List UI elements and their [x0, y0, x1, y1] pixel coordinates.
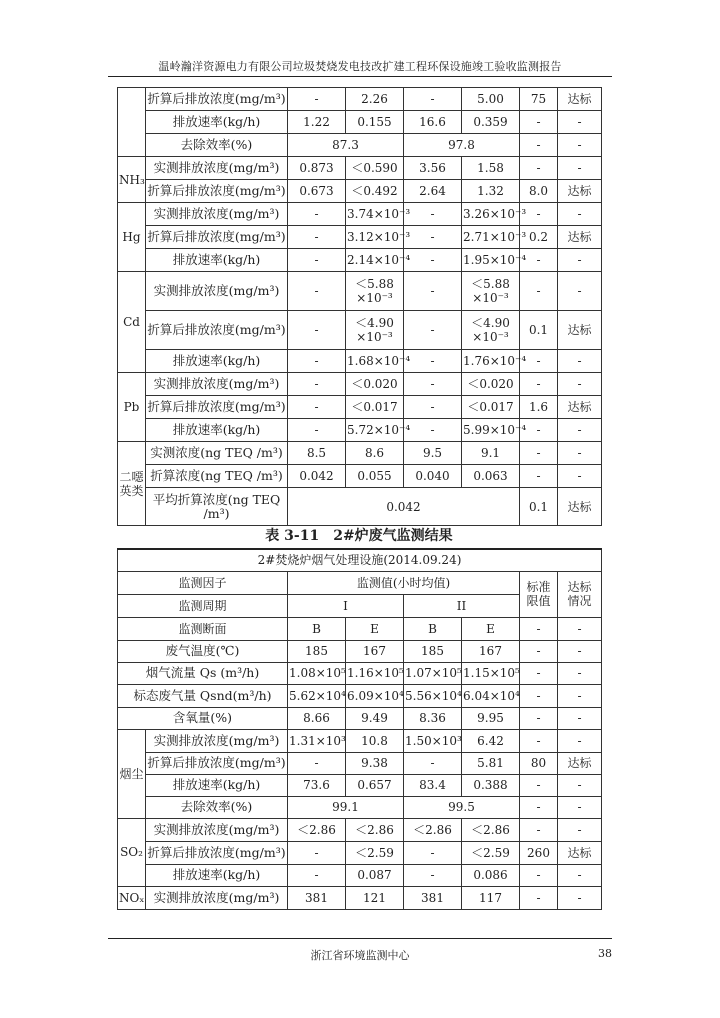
cell-value: 0.087 [346, 864, 404, 886]
cell-value: 16.6 [404, 111, 462, 134]
table-row [118, 752, 602, 774]
section-label: E [462, 617, 520, 640]
cell-std: - [520, 419, 558, 442]
row-item: 实测排放浓度(mg/m³) [146, 157, 288, 180]
cell-std: 0.1 [520, 311, 558, 350]
table-row [118, 180, 602, 203]
cell-std: - [520, 617, 558, 640]
cell-std: - [520, 442, 558, 465]
cell-value: ＜2.86 [462, 818, 520, 841]
cell-value: 0.657 [346, 774, 404, 796]
cell-value: ＜2.59 [346, 841, 404, 864]
facility-title: 2#焚烧炉烟气处理设施(2014.09.24) [118, 549, 602, 571]
category-so2: SO₂ [118, 818, 146, 886]
table-row [118, 396, 602, 419]
table-row [118, 886, 602, 909]
cell-value: 167 [462, 640, 520, 662]
cell-value: 5.99×10⁻⁴ [462, 419, 520, 442]
table-row [118, 249, 602, 272]
cell-std: - [520, 864, 558, 886]
cell-value-line: ＜4.90 [355, 316, 394, 330]
cell-value: ＜0.020 [462, 373, 520, 396]
cell-value: 185 [288, 640, 346, 662]
cell-value: 73.6 [288, 774, 346, 796]
cell-value-line: ＜5.88 [355, 277, 394, 291]
row-item: 排放速率(kg/h) [146, 419, 288, 442]
cell-value: 3.26×10⁻³ [462, 203, 520, 226]
cell-result: 达标 [558, 88, 602, 111]
row-item: 折算浓度(ng TEQ /m³) [146, 465, 288, 488]
row-item: 实测排放浓度(mg/m³) [146, 203, 288, 226]
cell-value: - [288, 226, 346, 249]
cell-value-line: ×10⁻³ [472, 330, 509, 344]
cell-value: 1.16×10⁵ [346, 662, 404, 684]
table-row [118, 350, 602, 373]
row-item: 折算后排放浓度(mg/m³) [146, 311, 288, 350]
table-row [118, 88, 602, 111]
cell-value: 185 [404, 640, 462, 662]
cell-std: 260 [520, 841, 558, 864]
cell-result: - [558, 640, 602, 662]
header-section: 监测断面 [118, 617, 288, 640]
cell-std: 8.0 [520, 180, 558, 203]
cell-result: - [558, 684, 602, 707]
cell-value: 6.04×10⁴ [462, 684, 520, 707]
row-item: 实测排放浓度(mg/m³) [146, 373, 288, 396]
header-period: 监测周期 [118, 594, 288, 617]
cell-result: 达标 [558, 311, 602, 350]
cell-result: - [558, 442, 602, 465]
table-row [118, 818, 602, 841]
cell-value: ＜0.020 [346, 373, 404, 396]
cell-value: 8.36 [404, 707, 462, 729]
category-nox: NOₓ [118, 886, 146, 909]
cell-value: - [404, 419, 462, 442]
cell-value: 5.00 [462, 88, 520, 111]
category-hg: Hg [118, 203, 146, 272]
cell-result: 达标 [558, 226, 602, 249]
row-item: 排放速率(kg/h) [146, 774, 288, 796]
cell-value: 2.71×10⁻³ [462, 226, 520, 249]
cell-value: 9.5 [404, 442, 462, 465]
period-ii: II [404, 594, 520, 617]
cell-value: ＜0.590 [346, 157, 404, 180]
cell-value: 167 [346, 640, 404, 662]
cell-value: - [404, 864, 462, 886]
cell-value: 9.95 [462, 707, 520, 729]
table-row [118, 373, 602, 396]
cell-value: 2.26 [346, 88, 404, 111]
cell-value: 0.040 [404, 465, 462, 488]
cell-value-line: ×10⁻³ [472, 291, 509, 305]
category-dioxin [118, 442, 146, 526]
cell-value: - [404, 752, 462, 774]
header-line: 情况 [567, 594, 592, 608]
row-item: 折算后排放浓度(mg/m³) [146, 88, 288, 111]
cell-value: 83.4 [404, 774, 462, 796]
cell-value [346, 311, 404, 350]
cell-std: - [520, 350, 558, 373]
row-item: 实测排放浓度(mg/m³) [146, 886, 288, 909]
cell-value-line: ×10⁻³ [356, 330, 393, 344]
cell-value: - [404, 396, 462, 419]
cell-result: - [558, 111, 602, 134]
footer-organization: 浙江省环境监测中心 [310, 949, 410, 962]
row-item-line: 平均折算浓度(ng TEQ [152, 491, 281, 507]
cell-value: - [288, 396, 346, 419]
cell-value: - [404, 272, 462, 311]
cell-value: - [404, 226, 462, 249]
row-item: 排放速率(kg/h) [146, 864, 288, 886]
cell-value: 2.14×10⁻⁴ [346, 249, 404, 272]
table-row [118, 419, 602, 442]
cell-value: 1.95×10⁻⁴ [462, 249, 520, 272]
cell-value: - [288, 373, 346, 396]
header-result [558, 571, 602, 617]
table-row [118, 134, 602, 157]
table-row [118, 488, 602, 526]
cell-value: 0.042 [288, 488, 520, 526]
cell-result: - [558, 818, 602, 841]
report-header-title: 温岭瀚洋资源电力有限公司垃圾焚烧发电技改扩建工程环保设施竣工验收监测报告 [158, 60, 562, 73]
cell-value-line: ×10⁻³ [356, 291, 393, 305]
cell-value: 0.042 [288, 465, 346, 488]
category-nh3: NH₃ [118, 157, 146, 203]
cell-result: - [558, 707, 602, 729]
cell-value: 0.063 [462, 465, 520, 488]
cell-value: 8.6 [346, 442, 404, 465]
cell-value: 9.38 [346, 752, 404, 774]
page-number: 38 [598, 947, 612, 960]
section-label: B [288, 617, 346, 640]
cell-std: 80 [520, 752, 558, 774]
cell-efficiency: 99.1 [288, 796, 404, 818]
table-row [118, 442, 602, 465]
row-item: 实测排放浓度(mg/m³) [146, 818, 288, 841]
cell-value: 0.359 [462, 111, 520, 134]
cell-result: - [558, 134, 602, 157]
cell-std: 0.2 [520, 226, 558, 249]
cell-value: - [288, 272, 346, 311]
category-cd: Cd [118, 272, 146, 373]
cell-std: - [520, 249, 558, 272]
table-row [118, 111, 602, 134]
category-label-line: 二噁 [119, 469, 144, 484]
cell-value: 381 [288, 886, 346, 909]
row-item: 折算后排放浓度(mg/m³) [146, 226, 288, 249]
period-i: I [288, 594, 404, 617]
cell-efficiency: 87.3 [288, 134, 404, 157]
cell-result: 达标 [558, 752, 602, 774]
cell-result: 达标 [558, 488, 602, 526]
furnace2-emission-table [117, 548, 602, 910]
cell-value: - [288, 841, 346, 864]
cell-value: 5.62×10⁴ [288, 684, 346, 707]
cell-value: 0.086 [462, 864, 520, 886]
cell-result: - [558, 886, 602, 909]
cell-value: 8.66 [288, 707, 346, 729]
cell-value: - [404, 203, 462, 226]
facility-row [118, 549, 602, 571]
category-label-line: 英类 [119, 483, 144, 498]
cell-value: 1.32 [462, 180, 520, 203]
cell-value: - [288, 752, 346, 774]
row-item: 折算后排放浓度(mg/m³) [146, 752, 288, 774]
row-item: 排放速率(kg/h) [146, 350, 288, 373]
row-item: 排放速率(kg/h) [146, 249, 288, 272]
footer-rule [108, 938, 612, 939]
row-item: 排放速率(kg/h) [146, 111, 288, 134]
cell-std: 1.6 [520, 396, 558, 419]
cell-value: ＜2.59 [462, 841, 520, 864]
cell-value: 0.055 [346, 465, 404, 488]
cell-value [346, 272, 404, 311]
cell-result: - [558, 662, 602, 684]
cell-value: - [404, 350, 462, 373]
table-row [118, 226, 602, 249]
cell-value: ＜2.86 [288, 818, 346, 841]
row-item: 折算后排放浓度(mg/m³) [146, 396, 288, 419]
cell-value: 1.15×10⁵ [462, 662, 520, 684]
cell-value: - [404, 373, 462, 396]
cell-std: - [520, 774, 558, 796]
cell-value: - [288, 311, 346, 350]
cell-value: 0.388 [462, 774, 520, 796]
row-item: 含氧量(%) [118, 707, 288, 729]
header-row [118, 571, 602, 594]
category-dust: 烟尘 [118, 729, 146, 818]
cell-value: 5.56×10⁴ [404, 684, 462, 707]
cell-std: - [520, 662, 558, 684]
cell-std: - [520, 707, 558, 729]
cell-value: 1.31×10³ [288, 729, 346, 752]
table-row [118, 203, 602, 226]
cell-std: - [520, 465, 558, 488]
cell-value: 1.76×10⁻⁴ [462, 350, 520, 373]
cell-result: - [558, 203, 602, 226]
table-row [118, 311, 602, 350]
cell-value: - [288, 350, 346, 373]
cell-value: 1.50×10³ [404, 729, 462, 752]
cell-result: - [558, 729, 602, 752]
category-cell [118, 88, 146, 157]
header-value: 监测值(小时均值) [288, 571, 520, 594]
cell-std: - [520, 272, 558, 311]
cell-value: 6.09×10⁴ [346, 684, 404, 707]
header-row [118, 617, 602, 640]
row-item: 去除效率(%) [146, 796, 288, 818]
cell-value: - [288, 864, 346, 886]
cell-value: 121 [346, 886, 404, 909]
cell-result: - [558, 157, 602, 180]
cell-result: - [558, 272, 602, 311]
cell-value-line: ＜5.88 [471, 277, 510, 291]
cell-value: 381 [404, 886, 462, 909]
row-item [146, 488, 288, 526]
cell-value: 5.72×10⁻⁴ [346, 419, 404, 442]
cell-efficiency: 99.5 [404, 796, 520, 818]
cell-std: - [520, 157, 558, 180]
section-label: E [346, 617, 404, 640]
cell-value: ＜0.492 [346, 180, 404, 203]
header-line: 限值 [526, 594, 551, 608]
header-factor: 监测因子 [118, 571, 288, 594]
row-item: 烟气流量 Qs (m³/h) [118, 662, 288, 684]
cell-value: 10.8 [346, 729, 404, 752]
table-row [118, 707, 602, 729]
cell-value [462, 272, 520, 311]
cell-result: - [558, 796, 602, 818]
cell-result: - [558, 774, 602, 796]
cell-result: - [558, 864, 602, 886]
cell-value: 8.5 [288, 442, 346, 465]
cell-value: ＜0.017 [462, 396, 520, 419]
table-caption: 表 3-11 2#炉废气监测结果 [265, 528, 453, 544]
header-std [520, 571, 558, 617]
cell-result: - [558, 465, 602, 488]
cell-value [462, 311, 520, 350]
cell-std: - [520, 373, 558, 396]
cell-std: - [520, 134, 558, 157]
cell-value: ＜2.86 [404, 818, 462, 841]
row-item: 折算后排放浓度(mg/m³) [146, 180, 288, 203]
table-row [118, 157, 602, 180]
cell-value: 1.08×10⁵ [288, 662, 346, 684]
table-row [118, 684, 602, 707]
table-row [118, 465, 602, 488]
cell-std: - [520, 796, 558, 818]
table-row [118, 640, 602, 662]
cell-value: - [404, 88, 462, 111]
cell-result: 达标 [558, 180, 602, 203]
cell-value: 2.64 [404, 180, 462, 203]
cell-value-line: ＜4.90 [471, 316, 510, 330]
cell-value: 5.81 [462, 752, 520, 774]
table-row [118, 729, 602, 752]
cell-value: 0.873 [288, 157, 346, 180]
cell-std: - [520, 818, 558, 841]
cell-std: - [520, 203, 558, 226]
cell-value: 9.49 [346, 707, 404, 729]
cell-value: 3.74×10⁻³ [346, 203, 404, 226]
table-row [118, 796, 602, 818]
cell-value: 1.58 [462, 157, 520, 180]
cell-value: - [404, 841, 462, 864]
cell-result: - [558, 419, 602, 442]
cell-result: - [558, 617, 602, 640]
header-line: 达标 [567, 580, 592, 594]
cell-std: - [520, 729, 558, 752]
cell-value: - [288, 419, 346, 442]
table-row [118, 774, 602, 796]
cell-std: 0.1 [520, 488, 558, 526]
cell-value: ＜2.86 [346, 818, 404, 841]
row-item: 废气温度(℃) [118, 640, 288, 662]
row-item: 折算后排放浓度(mg/m³) [146, 841, 288, 864]
section-label: B [404, 617, 462, 640]
table-row [118, 272, 602, 311]
table-row [118, 864, 602, 886]
cell-value: 6.42 [462, 729, 520, 752]
cell-value: - [288, 203, 346, 226]
cell-value: 0.673 [288, 180, 346, 203]
row-item: 实测浓度(ng TEQ /m³) [146, 442, 288, 465]
cell-efficiency: 97.8 [404, 134, 520, 157]
cell-result: - [558, 249, 602, 272]
row-item: 实测排放浓度(mg/m³) [146, 729, 288, 752]
cell-value: - [404, 311, 462, 350]
row-item: 标态废气量 Qsnd(m³/h) [118, 684, 288, 707]
row-item-line: /m³) [203, 505, 230, 521]
cell-value: 0.155 [346, 111, 404, 134]
cell-value: 3.12×10⁻³ [346, 226, 404, 249]
cell-std: - [520, 111, 558, 134]
cell-value: - [288, 88, 346, 111]
cell-value: - [404, 249, 462, 272]
cell-std: - [520, 640, 558, 662]
cell-value: 1.22 [288, 111, 346, 134]
cell-value: 117 [462, 886, 520, 909]
cell-value: ＜0.017 [346, 396, 404, 419]
row-item: 实测排放浓度(mg/m³) [146, 272, 288, 311]
cell-result: - [558, 373, 602, 396]
row-item: 去除效率(%) [146, 134, 288, 157]
cell-value: 1.07×10⁵ [404, 662, 462, 684]
table-row [118, 841, 602, 864]
cell-value: 9.1 [462, 442, 520, 465]
cell-value: 3.56 [404, 157, 462, 180]
category-pb: Pb [118, 373, 146, 442]
continued-emission-table [117, 87, 602, 526]
header-line: 标准 [526, 580, 551, 594]
cell-std: - [520, 886, 558, 909]
cell-std: 75 [520, 88, 558, 111]
header-rule [108, 76, 612, 77]
table-row [118, 662, 602, 684]
cell-value: - [288, 249, 346, 272]
cell-std: - [520, 684, 558, 707]
cell-result: 达标 [558, 841, 602, 864]
cell-result: 达标 [558, 396, 602, 419]
cell-value: 1.68×10⁻⁴ [346, 350, 404, 373]
cell-result: - [558, 350, 602, 373]
